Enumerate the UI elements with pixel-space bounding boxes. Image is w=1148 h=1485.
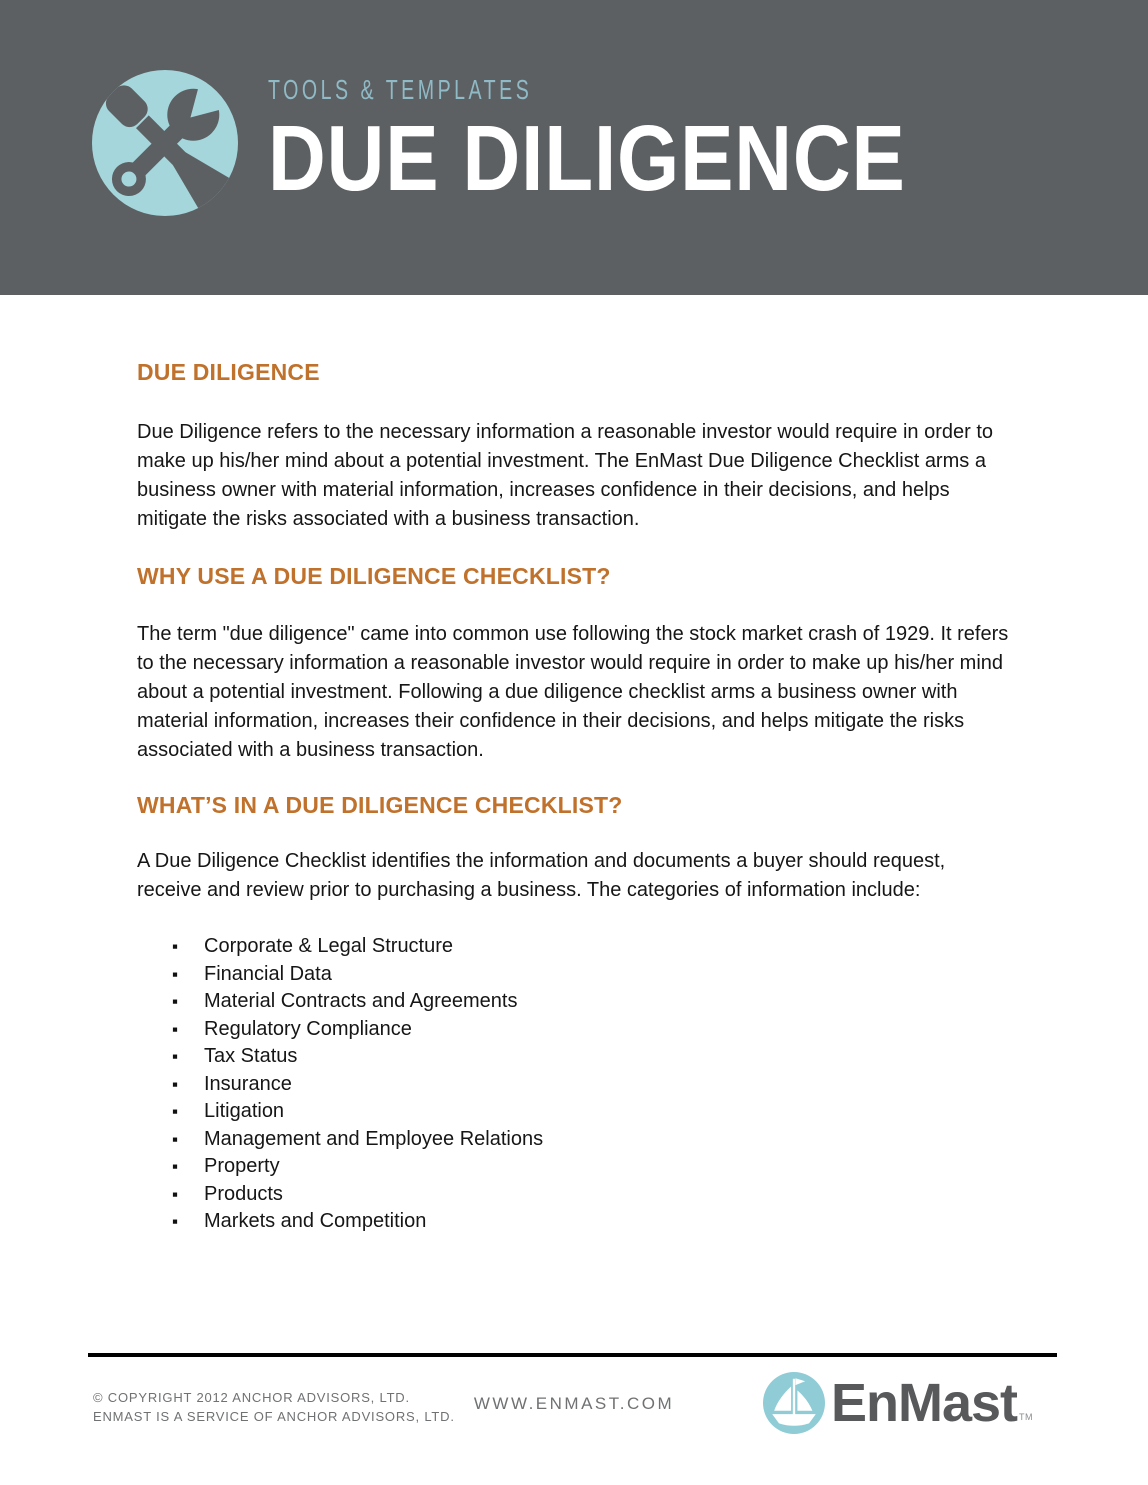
list-item: ▪ Markets and Competition [172,1208,1012,1236]
list-item: ▪ Tax Status [172,1043,1012,1071]
section-paragraph: The term "due diligence" came into common use following the stock market crash of 1929. It refers to the necessary information a reasonable investor would require in order to make up his/her mind about a potential investment. Following a due diligence checklist arms a business owner with material information, increases their confidence in their decisions, and helps mitigate the risks associated with a business transaction. [137,623,1009,761]
tools-icon [92,70,238,216]
section-paragraph: Due Diligence refers to the necessary information a reasonable investor would require in order to make up his/her mind about a potential investment. The EnMast Due Diligence Checklist arms a business owner with material information, increases confidence in their decisions, and helps mitigate the risks associated with a business transaction. [137,421,994,530]
copyright-line-2: ENMAST IS A SERVICE OF ANCHOR ADVISORS, LTD. [93,1409,455,1424]
sailing-ship-icon [763,1372,825,1434]
list-item: ▪ Corporate & Legal Structure [172,933,1012,961]
logo-trademark: TM [1019,1412,1033,1422]
section-heading-whats-in: WHAT’S IN A DUE DILIGENCE CHECKLIST? [137,792,623,818]
copyright-line-1: © COPYRIGHT 2012 ANCHOR ADVISORS, LTD. [93,1390,410,1405]
footer-website: WWW.ENMAST.COM [473,1394,675,1413]
document-body [0,295,1148,1236]
list-item: ▪ Financial Data [172,961,1012,989]
section-heading-why-use: WHY USE A DUE DILIGENCE CHECKLIST? [137,563,611,589]
header-band [0,0,1148,295]
list-item: ▪ Insurance [172,1071,1012,1099]
list-item: ▪ Property [172,1153,1012,1181]
checklist-category-list [172,933,1012,1236]
footer-divider [88,1353,1057,1357]
header-title: DUE DILIGENCE [268,106,906,210]
enmast-logo [763,1372,1033,1434]
footer [90,1372,1058,1452]
section-paragraph: A Due Diligence Checklist identifies the information and documents a buyer should request, receive and review prior to purchasing a business. The categories of information include: [137,850,946,901]
logo-wordmark: EnMast [830,1373,1017,1433]
copyright-text [93,1388,455,1426]
header-kicker: TOOLS & TEMPLATES [268,74,533,105]
header-text-block [268,74,1010,210]
list-item: ▪ Products [172,1181,1012,1209]
section-heading-due-diligence: DUE DILIGENCE [137,359,320,385]
list-item: ▪ Litigation [172,1098,1012,1126]
list-item: ▪ Regulatory Compliance [172,1016,1012,1044]
list-item: ▪ Management and Employee Relations [172,1126,1012,1154]
list-item: ▪ Material Contracts and Agreements [172,988,1012,1016]
